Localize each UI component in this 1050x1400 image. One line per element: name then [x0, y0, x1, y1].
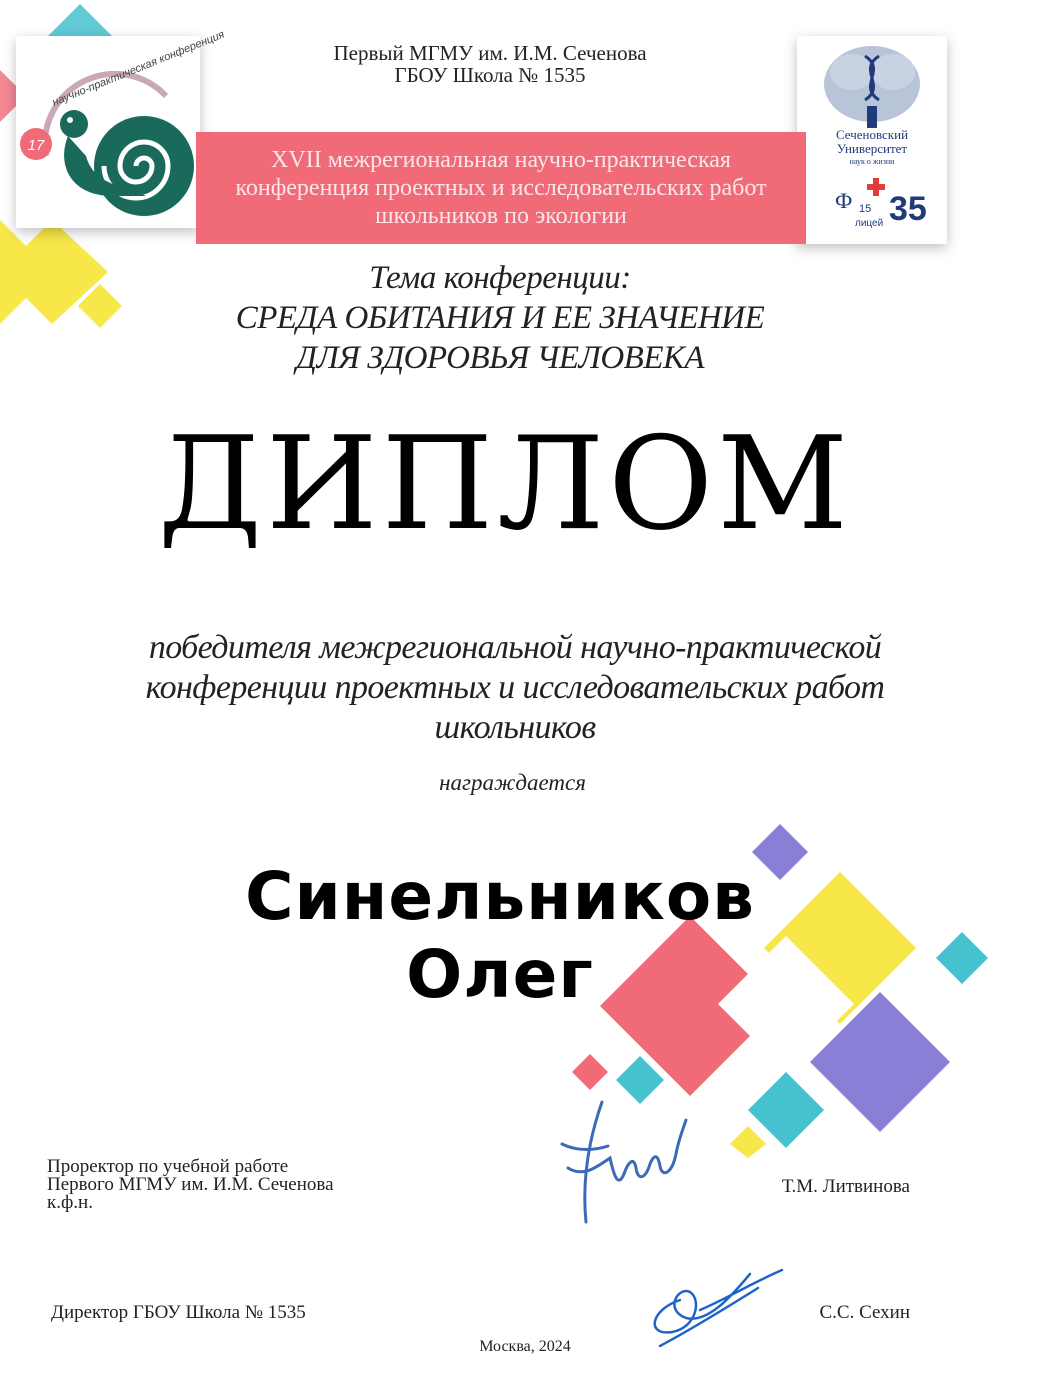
organizer-line1: Первый МГМУ им. И.М. Сеченова: [333, 41, 647, 65]
signatory-2-name: С.С. Сехин: [819, 1302, 910, 1323]
brand-digits: 35: [889, 190, 927, 228]
recipient-surname: Синельников: [245, 858, 755, 935]
organizer-line2: ГБОУ Школа № 1535: [394, 63, 586, 87]
topic-label: Тема конференции:: [369, 260, 631, 296]
description-line1: победителя межрегиональной научно-практической: [148, 629, 882, 666]
lyceum-number: 15: [859, 203, 872, 215]
topic-line1: СРЕДА ОБИТАНИЯ И ЕЕ ЗНАЧЕНИЕ: [235, 300, 765, 336]
signatory-1-position-line3: к.ф.н.: [47, 1192, 93, 1213]
university-name-line2: Университет: [836, 141, 908, 156]
description-line2: конференции проектных и исследовательских работ: [145, 669, 885, 706]
recipient-name: [150, 858, 850, 1014]
signatory-2-position: Директор ГБОУ Школа № 1535: [51, 1302, 306, 1323]
diploma-title: ДИПЛОМ: [157, 410, 853, 559]
signature-1: [548, 1082, 698, 1228]
conference-banner-text: [196, 146, 806, 230]
logo-number: 17: [27, 137, 45, 154]
logo-arc-text: научно-практическая конференция: [50, 28, 227, 109]
award-description: [60, 628, 970, 748]
brand-letter: Ф: [835, 188, 853, 213]
organizers-header: [300, 42, 680, 86]
lyceum-word: лицей: [855, 218, 884, 229]
topic-line2: ДЛЯ ЗДОРОВЬЯ ЧЕЛОВЕКА: [295, 340, 705, 376]
place-and-year: Москва, 2024: [479, 1338, 571, 1355]
university-name-line1: Сеченовский: [835, 127, 909, 142]
conference-logo: [16, 28, 227, 228]
description-line3: школьников: [434, 709, 596, 746]
banner-line1: XVII межрегиональная научно-практическая: [271, 147, 731, 173]
recipient-given-name: Олег: [406, 936, 594, 1013]
signature-2: [640, 1260, 790, 1350]
signatory-1-position: [47, 1158, 407, 1212]
university-tagline: наук о жизни: [849, 157, 895, 166]
conference-topic: [150, 258, 850, 378]
signatory-1-name: Т.М. Литвинова: [781, 1176, 910, 1197]
banner-line2: конференция проектных и исследовательских работ: [235, 175, 767, 201]
signatory-1-position-line1: Проректор по учебной работе: [47, 1156, 289, 1177]
signatory-1-position-line2: Первого МГМУ им. И.М. Сеченова: [47, 1174, 334, 1195]
university-logo: [797, 36, 947, 244]
awarded-text: награждается: [439, 770, 586, 795]
banner-line3: школьников по экологии: [375, 203, 627, 229]
